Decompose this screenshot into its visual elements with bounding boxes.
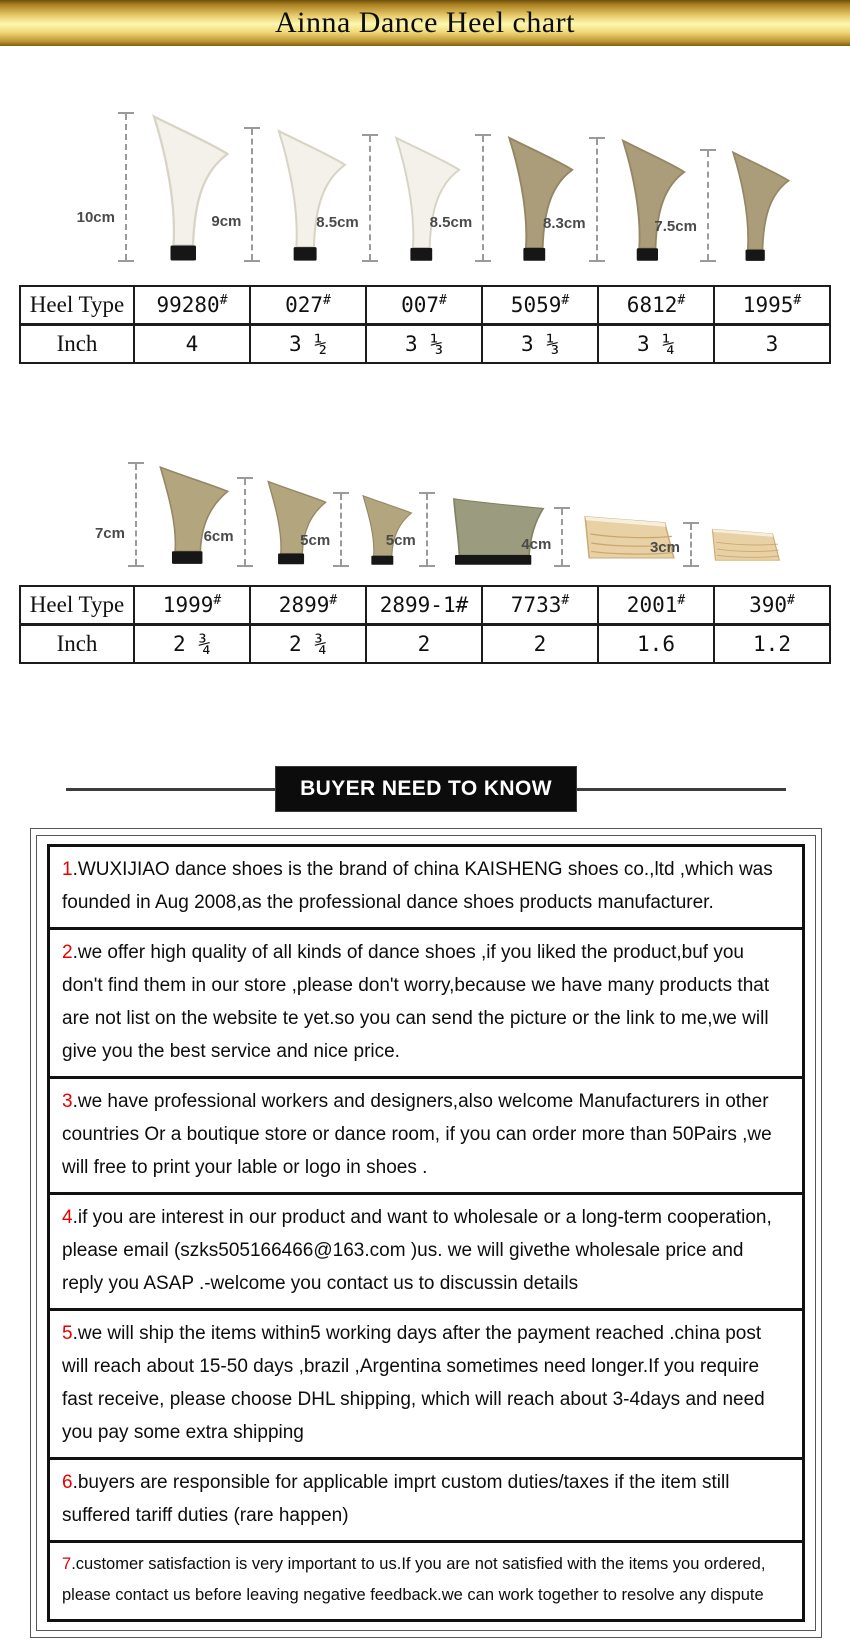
buyer-note-item: 4.if you are interest in our product and want to wholesale or a long-term cooperation, please email (szks505166466@163.com )us. we will givethe wholesale price and reply you ASAP .-welcome you contact us to discussin details xyxy=(50,1195,802,1311)
buyer-note-item: 5.we will ship the items within5 working days after the payment reached .china post will reach about 15-50 days ,brazil ,Argentina sometimes need longer.If you require fast receive, please choose DHL shipping, which will reach about 3-4days and need you pay some extra shipping xyxy=(50,1311,802,1460)
note-text: we will ship the items within5 working days after the payment reached .china post will reach about 15-50 days ,brazil ,Argentina sometimes need longer.If you require fast receive, please choose DHL shipping, which will reach about 3-4days and need you pay some extra shipping xyxy=(62,1323,765,1443)
measure-cap-bottom xyxy=(475,260,491,262)
measure-cap-bottom xyxy=(128,565,144,567)
heel-icon xyxy=(142,112,232,262)
heel-height-label: 8.3cm xyxy=(543,215,586,232)
heel-figure xyxy=(521,507,680,567)
banner-label: BUYER NEED TO KNOW xyxy=(275,766,577,812)
heel-height-label: 7.5cm xyxy=(654,217,697,235)
measure-line xyxy=(561,509,563,565)
note-text: WUXIJIAO dance shoes is the brand of china KAISHENG shoes co.,ltd ,which was founded in Aug 2008,as the professional dance shoes products manufacturer. xyxy=(62,859,773,913)
buyer-note-item: 7.customer satisfaction is very important to us.If you are not satisfied with the items you ordered, please contact us before leaving negative feedback.we can work together to resolve any dispute xyxy=(62,1555,766,1604)
notes-frame-outer xyxy=(30,828,822,1638)
heel-figure xyxy=(76,112,232,262)
measure-cap-bottom xyxy=(589,260,605,262)
inch-cell: 2 xyxy=(482,625,598,664)
measure-line xyxy=(135,464,137,565)
inch-cell: 1.2 xyxy=(714,625,830,664)
measure-line xyxy=(482,136,484,260)
measure-cap-bottom xyxy=(244,260,260,262)
heel-figure xyxy=(649,522,784,567)
inch-cell: 4 xyxy=(134,325,250,364)
note-number: 3 xyxy=(62,1091,73,1112)
measure-cap-bottom xyxy=(237,565,253,567)
heel-table-1 xyxy=(19,285,831,364)
heel-measure-line xyxy=(521,507,570,567)
heel-measure-line xyxy=(649,522,699,567)
measure-line xyxy=(426,494,428,565)
heel-measure-line xyxy=(203,477,253,567)
banner-left-line xyxy=(66,788,275,791)
heel-icon xyxy=(443,492,552,567)
inch-cell: 2 ¾ xyxy=(250,625,366,664)
heel-measure-line xyxy=(300,492,349,567)
heel-measure-line xyxy=(76,112,134,262)
heel-measure-line xyxy=(543,137,605,262)
heel-type-cell: 99280# xyxy=(134,286,250,325)
measure-line xyxy=(690,524,692,565)
heel-height-label: 6cm xyxy=(203,528,234,546)
measure-cap-bottom xyxy=(362,260,378,262)
heel-photo-row-1 xyxy=(76,112,792,262)
measure-line xyxy=(596,139,598,260)
heel-height-label: 8.5cm xyxy=(316,214,359,232)
inch-cell: 3 ⅓ xyxy=(482,325,598,364)
note-number: 6 xyxy=(62,1472,73,1493)
heel-type-cell: 6812# xyxy=(598,286,714,325)
heel-figure xyxy=(211,127,349,262)
buyer-note-item: 6.buyers are responsible for applicable imprt custom duties/taxes if the item still suffered tariff duties (rare happen) xyxy=(50,1460,802,1543)
buyer-note-item: 2.we offer high quality of all kinds of dance shoes ,if you liked the product,buf you don't find them in our store ,please don't worry,because we have many products that are not list on the website te yet.so you can send the picture or the link to me,we will give you the best service and nice price. xyxy=(50,930,802,1079)
note-text: we have professional workers and designers,also welcome Manufacturers in other countries Or a boutique store or dance room, if you can order more than 50Pairs ,we will free to print your lable or logo in shoes . xyxy=(62,1091,772,1178)
heel-type-cell: 007# xyxy=(366,286,482,325)
heel-icon xyxy=(613,137,688,262)
measure-line xyxy=(340,494,342,565)
note-text: buyers are responsible for applicable imprt custom duties/taxes if the item still suffered tariff duties (rare happen) xyxy=(62,1472,730,1526)
heel-height-label: 10cm xyxy=(76,209,115,226)
heel-type-cell: 1999# xyxy=(134,586,250,625)
heel-icon xyxy=(724,149,792,262)
heel-height-label: 9cm xyxy=(211,212,242,230)
heel-type-cell: 2899# xyxy=(250,586,366,625)
heel-icon xyxy=(357,492,416,567)
heel-icon xyxy=(268,127,349,262)
buyer-notes-list xyxy=(47,844,805,1622)
page-title: Ainna Dance Heel chart xyxy=(274,6,575,39)
measure-cap-bottom xyxy=(554,565,570,567)
heel-type-cell: 390# xyxy=(714,586,830,625)
banner-right-line xyxy=(577,788,786,791)
row-label-inch: Inch xyxy=(20,325,134,364)
measure-cap-bottom xyxy=(700,260,716,262)
measure-cap-bottom xyxy=(683,565,699,567)
heel-figure xyxy=(94,462,234,567)
heel-icon xyxy=(499,134,576,262)
header-bar xyxy=(0,0,850,46)
heel-measure-line xyxy=(94,462,144,567)
row-label-heel-type: Heel Type xyxy=(20,586,134,625)
buyer-note-item: 3.we have professional workers and designers,also welcome Manufacturers in other countries Or a boutique store or dance room, if you can order more than 50Pairs ,we will free to print your lable or logo in shoes . xyxy=(50,1079,802,1195)
note-text: we offer high quality of all kinds of dance shoes ,if you liked the product,buf you don't find them in our store ,please don't worry,because we have many products that are not list on the website te yet.so you can send the picture or the link to me,we will give you the best service and nice price. xyxy=(62,942,770,1062)
measure-line xyxy=(251,129,253,260)
heel-measure-line xyxy=(316,134,378,262)
heel-type-cell: 7733# xyxy=(482,586,598,625)
measure-cap-bottom xyxy=(419,565,435,567)
measure-cap-bottom xyxy=(333,565,349,567)
heel-height-label: 7cm xyxy=(94,524,125,542)
heel-icon xyxy=(261,477,331,567)
measure-line xyxy=(369,136,371,260)
heel-figure xyxy=(385,492,552,567)
measure-line xyxy=(707,151,709,260)
heel-type-cell: 5059# xyxy=(482,286,598,325)
heel-icon xyxy=(152,462,234,567)
note-number: 2 xyxy=(62,942,73,963)
note-text: customer satisfaction is very important to us.If you are not satisfied with the items you ordered, please contact us before leaving negative feedback.we can work together to resolve any dispute xyxy=(62,1555,766,1604)
heel-height-label: 8.5cm xyxy=(429,214,473,232)
buyer-need-to-know-banner xyxy=(66,766,786,812)
inch-cell: 3 ⅓ xyxy=(366,325,482,364)
note-number: 7 xyxy=(62,1555,72,1573)
note-number: 4 xyxy=(62,1207,73,1228)
inch-cell: 3 xyxy=(714,325,830,364)
row-label-inch: Inch xyxy=(20,625,134,664)
heel-measure-line xyxy=(654,149,716,262)
heel-figure xyxy=(429,134,576,262)
heel-figure xyxy=(300,492,416,567)
heel-measure-line xyxy=(429,134,491,262)
notes-frame-middle xyxy=(36,835,816,1631)
heel-figure xyxy=(543,137,688,262)
note-number: 1 xyxy=(62,859,73,880)
heel-height-label: 5cm xyxy=(385,532,416,549)
heel-height-label: 4cm xyxy=(521,535,552,553)
heel-figure xyxy=(654,149,792,262)
heel-measure-line xyxy=(385,492,435,567)
heel-type-cell: 2001# xyxy=(598,586,714,625)
heel-icon xyxy=(386,134,463,262)
heel-icon xyxy=(578,507,680,567)
inch-cell: 3 ½ xyxy=(250,325,366,364)
heel-type-cell: 1995# xyxy=(714,286,830,325)
measure-cap-bottom xyxy=(118,260,134,262)
measure-line xyxy=(125,114,127,260)
note-number: 5 xyxy=(62,1323,73,1344)
heel-figure xyxy=(316,134,463,262)
note-text: if you are interest in our product and want to wholesale or a long-term cooperation, please email (szks505166466@163.com )us. we will givethe wholesale price and reply you ASAP .-welcome you contact us to discussin details xyxy=(62,1207,772,1294)
heel-measure-line xyxy=(211,127,260,262)
inch-cell: 3 ¼ xyxy=(598,325,714,364)
row-label-heel-type: Heel Type xyxy=(20,286,134,325)
heel-height-label: 5cm xyxy=(300,532,331,549)
inch-cell: 2 ¾ xyxy=(134,625,250,664)
heel-figure xyxy=(203,477,331,567)
inch-cell: 2 xyxy=(366,625,482,664)
measure-line xyxy=(244,479,246,565)
heel-type-cell: 2899-1# xyxy=(366,586,482,625)
heel-height-label: 3cm xyxy=(649,539,680,557)
buyer-note-item: 1.WUXIJIAO dance shoes is the brand of china KAISHENG shoes co.,ltd ,which was founded in Aug 2008,as the professional dance shoes products manufacturer. xyxy=(50,847,802,930)
heel-icon xyxy=(707,522,784,567)
inch-cell: 1.6 xyxy=(598,625,714,664)
heel-photo-row-2 xyxy=(94,462,784,567)
heel-type-cell: 027# xyxy=(250,286,366,325)
heel-table-2 xyxy=(19,585,831,664)
